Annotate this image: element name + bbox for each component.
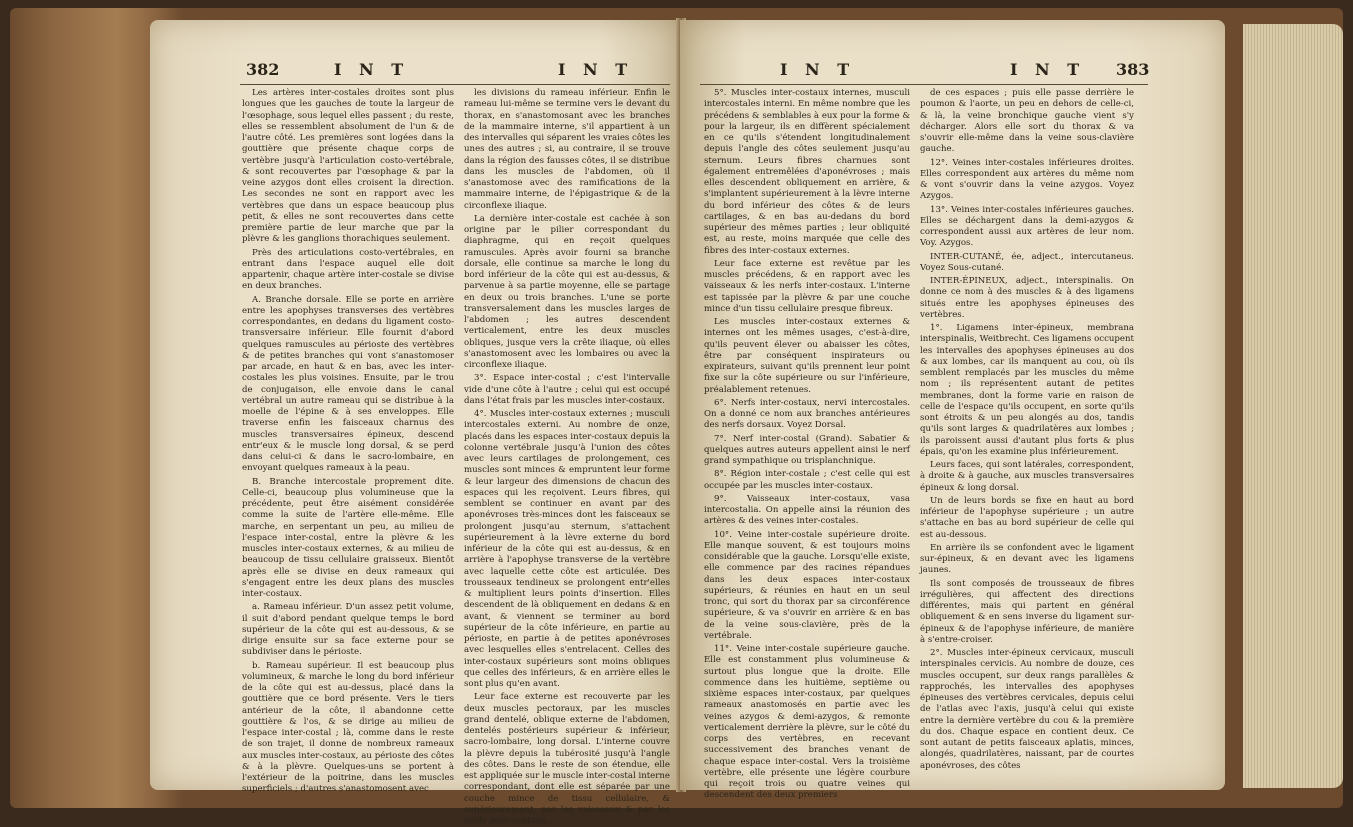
paragraph: 10°. Veine inter-costale supérieure droite. Elle manque souvent, & est toujours moins considérable que la gauche. Lorsqu'elle existe, elle commence par des racines répandues dans les deux espaces inter-costaux supérieurs, & réunies en haut en un seul tronc, qui sort du thorax par sa circonférence supérieure, & va s'ouvrir en arrière & en bas de la veine sous-clavière, près de la vertébrale. xyxy=(704,529,910,641)
header-rule xyxy=(700,84,1148,85)
paragraph: 4°. Muscles inter-costaux externes ; musculi intercostales externi. Au nombre de onze, placés dans les espaces inter-costaux depuis la colonne vertébrale jusqu'à l'union des côtes avec leurs cartilages de prolongement, ces muscles sont minces & empruntent leur forme & leur largeur des dimensions de chacun des espaces qui les reçoivent. Leurs fibres, qui semblent se continuer en avant par des aponévroses très-minces dont les faisceaux se prolongent jusqu'au sternum, s'attachent supérieurement à la lèvre externe du bord inférieur de la côte qui est au-dessus, & en arrière à l'apophyse transverse de la vertèbre avec laquelle cette côte est articulée. Des trousseaux tendineux se prolongent entr'elles & multiplient leurs points d'insertion. Elles descendent de là obliquement en dedans & en avant, & viennent se terminer au bord supérieur de la côte inférieure, en partie au périoste, en partie à de petites aponévroses avec lesquelles elles s'entrelacent. Celles des inter-costaux supérieurs sont moins obliques que celles des inférieurs, & en arrière elles le sont plus qu'en avant. xyxy=(464,409,670,689)
running-head: I N T xyxy=(1010,60,1086,79)
paragraph: a. Rameau inférieur. D'un assez petit volume, il suit d'abord pendant quelque temps le bord supérieur de la côte qui est au-dessous, & se dirige ensuite sur sa face externe pour se subdiviser dans le périoste. xyxy=(242,602,454,658)
paragraph: A. Branche dorsale. Elle se porte en arrière entre les apophyses transverses des vertèbres correspondantes, en dedans du ligament costo-transversaire inférieur. Elle fournit d'abord quelques ramuscules au périoste des vertèbres & de petites branches qui vont s'anastomoser par arcade, en haut & en bas, avec les inter-costales les plus voisines. Ensuite, par le trou de conjugaison, elle envoie dans le canal vertébral un autre rameau qui se distribue à la moelle de l'épine & à ses enveloppes. Elle traverse enfin les faisceaux charnus des muscles transversaires épineux, descend entr'eux & le muscle long dorsal, & se perd dans celui-ci & dans le sacro-lombaire, en envoyant quelques rameaux à la peau. xyxy=(242,294,454,474)
paragraph: 12°. Veines inter-costales inférieures droites. Elles correspondent aux artères du même nom & vont s'ouvrir dans la veine azygos. Voyez Azygos. xyxy=(920,157,1134,202)
paragraph: 3°. Espace inter-costal ; c'est l'intervalle vide d'une côte à l'autre ; celui qui est occupé dans l'état frais par les muscles inter-costaux. xyxy=(464,373,670,406)
paragraph: Un de leurs bords se fixe en haut au bord inférieur de l'apophyse supérieure ; un autre s'attache en bas au bord supérieur de celle qui est au-dessous. xyxy=(920,495,1134,540)
paragraph: 8°. Région inter-costale ; c'est celle qui est occupée par les muscles inter-costaux. xyxy=(704,469,910,491)
paragraph: 1°. Ligamens inter-épineux, membrana interspinalis, Weitbrecht. Ces ligamens occupent les intervalles des apophyses épineuses au dos & aux lombes, car ils manquent au cou, où ils semblent remplacés par les muscles du même nom ; ils représentent autant de petites membranes, dont la forme varie en raison de celle de l'espace qu'ils occupent, en sorte qu'ils sont étroits & un peu alongés au dos, tandis qu'ils sont larges & quadrilatères aux lombes ; ils paroissent aussi d'autant plus forts & plus épais, qu'on les examine plus inférieurement. xyxy=(920,323,1134,457)
paragraph: Ils sont composés de trousseaux de fibres irrégulières, qui affectent des directions différentes, mais qui partent en général obliquement & en sens inverse du ligament sur-épineux & de l'apophyse inférieure, de manière à s'entre-croiser. xyxy=(920,578,1134,645)
paragraph: INTER-CUTANÉ, ée, adject., intercutaneus. Voyez Sous-cutané. xyxy=(920,251,1134,273)
paragraph: INTER-ÉPINEUX, adject., interspinalis. On donne ce nom à des muscles & à des ligamens situés entre les apophyses épineuses des vertèbres. xyxy=(920,276,1134,320)
left-page xyxy=(150,20,680,826)
paragraph: Les artères inter-costales droites sont plus longues que les gauches de toute la largeur de l'œsophage, sous lequel elles passent ; du reste, elles se ressemblent absolument de l'un & de l'autre côté. Les premières sont logées dans la gouttière que présente chaque corps de vertèbre jusqu'à l'articulation costo-vertébrale, & sont recouvertes par l'œsophage & par la veine azygos dont elles croisent la direction. Les secondes ne sont en rapport avec les vertèbres que dans un espace beaucoup plus petit, & elles ne sont recouvertes dans cette première partie de leur marche que par la plèvre & les ganglions thorachiques seulement. xyxy=(242,88,454,245)
paragraph: b. Rameau supérieur. Il est beaucoup plus volumineux, & marche le long du bord inférieur de la côte qui est au-dessus, placé dans la gouttière que ce bord présente. Vers le tiers antérieur de la côte, il abandonne cette gouttière & l'os, & se dirige au milieu de l'espace inter-costal ; là, comme dans le reste de son trajet, il donne de nombreux rameaux aux muscles inter-costaux, au périoste des côtes & à la plèvre. Quelques-uns se portent à l'extérieur de la poitrine, dans les muscles superficiels ; d'autres s'anastomosent avec xyxy=(242,660,454,795)
paragraph: B. Branche intercostale proprement dite. Celle-ci, beaucoup plus volumineuse que la précédente, peut être aisément considérée comme la suite de l'artère elle-même. Elle marche, en serpentant un peu, au milieu de l'espace inter-costal, entre la plèvre & les muscles inter-costaux externes, & au milieu de beaucoup de tissu cellulaire graisseux. Bientôt après elle se divise en deux rameaux qui s'engagent entre les deux plans des muscles inter-costaux. xyxy=(242,476,454,599)
text-column-1 xyxy=(704,88,910,801)
text-column-1 xyxy=(242,88,454,795)
paragraph: 11°. Veine inter-costale supérieure gauche. Elle est constamment plus volumineuse & surtout plus longue que la droite. Elle commence dans les huitième, septième ou sixième espaces inter-costaux, par quelques rameaux anastomosés en partie avec les veines azygos & demi-azygos, & remonte verticalement derrière la plèvre, sur le côté du corps des vertèbres, en recevant successivement des branches venant de chaque espace inter-costal. Vers la troisième vertèbre, elle présente une légère courbure qui reçoit trois ou quatre veines qui descendent des deux premiers xyxy=(704,644,910,801)
paragraph: Leurs faces, qui sont latérales, correspondent, à droite & à gauche, aux muscles transversaires épineux & long dorsal. xyxy=(920,460,1134,493)
page-number: 383 xyxy=(1116,60,1150,79)
running-head: I N T xyxy=(558,60,634,79)
paragraph: 2°. Muscles inter-épineux cervicaux, musculi interspinales cervicis. Au nombre de douze, ces muscles occupent, sur deux rangs parallèles & rapprochés, les intervalles des apophyses épineuses des vertèbres cervicales, depuis celui de l'atlas avec l'axis, jusqu'à celui qui existe entre la dernière vertèbre du cou & la première du dos. Chaque espace en contient deux. Ce sont autant de petits faisceaux aplatis, minces, alongés, quadrilatères, naissant, par de courtes aponévroses, des côtes xyxy=(920,648,1134,771)
paragraph: En arrière ils se confondent avec le ligament sur-épineux, & en devant avec les ligamens jaunes. xyxy=(920,542,1134,576)
right-page xyxy=(680,20,1225,801)
paragraph: Près des articulations costo-vertébrales, en entrant dans l'espace auquel elle doit appartenir, chaque artère inter-costale se divise en deux branches. xyxy=(242,247,454,292)
text-column-2 xyxy=(920,88,1134,778)
running-head: I N T xyxy=(334,60,410,79)
paragraph: 7°. Nerf inter-costal (Grand). Sabatier & quelques autres auteurs appellent ainsi le nerf grand sympathique ou trisplanchnique. xyxy=(704,433,910,466)
text-column-2 xyxy=(464,88,670,826)
paragraph: Leur face externe est revêtue par les muscles précédens, & en rapport avec les vaisseaux & les nerfs inter-costaux. L'interne est tapissée par la plèvre & par une couche mince d'un tissu cellulaire presque fibreux. xyxy=(704,258,910,314)
paragraph: 13°. Veines inter-costales inférieures gauches. Elles se déchargent dans la demi-azygos & correspondent aussi aux artères de leur nom. Voy. Azygos. xyxy=(920,204,1134,249)
paragraph: de ces espaces ; puis elle passe derrière le poumon & l'aorte, un peu en dehors de celle-ci, & là, la veine bronchique gauche vient s'y décharger. Alors elle sort du thorax & va s'ouvrir elle-même dans la veine sous-clavière gauche. xyxy=(920,88,1134,155)
running-head: I N T xyxy=(780,60,856,79)
paragraph: 9°. Vaisseaux inter-costaux, vasa intercostalia. On appelle ainsi la réunion des artères & des veines inter-costales. xyxy=(704,493,910,527)
page-number: 382 xyxy=(246,60,280,79)
header-rule xyxy=(240,84,670,85)
paragraph: 5°. Muscles inter-costaux internes, musculi intercostales interni. En même nombre que les précédens & semblables à eux pour la forme & pour la largeur, ils en diffèrent spécialement en ce qu'ils s'étendent longitudinalement depuis l'angle des côtes seulement jusqu'au sternum. Leurs fibres charnues sont également entremêlées d'aponévroses ; mais elles descendent obliquement en arrière, & s'implantent supérieurement à la lèvre interne du bord inférieur des côtes & de leurs cartilages, & en bas au-dedans du bord supérieur des mêmes parties ; leur obliquité est, au reste, moins marquée que celle des fibres des inter-costaux externes. xyxy=(704,88,910,256)
paragraph: Les muscles inter-costaux externes & internes ont les mêmes usages, c'est-à-dire, qu'ils peuvent élever ou abaisser les côtes, être par conséquent inspirateurs ou expirateurs, suivant qu'ils prennent leur point fixe sur la côte supérieure ou sur l'inférieure, préalablement retenues. xyxy=(704,317,910,395)
paragraph: La dernière inter-costale est cachée à son origine par le pilier correspondant du diaphragme, qui en reçoit quelques ramuscules. Après avoir fourni sa branche dorsale, elle continue sa marche le long du bord inférieur de la côte qui est au-dessus, & parvenue à sa partie moyenne, elle se partage en deux ou trois branches. L'une se porte transversalement dans les muscles larges de l'abdomen ; les autres descendent verticalement, entre les deux muscles obliques, jusque vers la crête iliaque, où elles s'anastomosent avec les lombaires ou avec la circonflexe iliaque. xyxy=(464,213,670,370)
page-edges xyxy=(1243,24,1343,788)
paragraph: les divisions du rameau inférieur. Enfin le rameau lui-même se termine vers le devant du thorax, en s'anastomosant avec les branches de la mammaire interne, s'il appartient à un des intervalles qui séparent les vraies côtes les unes des autres ; si, au contraire, il se trouve dans la région des fausses côtes, il se distribue dans les muscles de l'abdomen, où il s'anastomose avec des ramifications de la mammaire interne, de l'épigastrique & de la circonflexe iliaque. xyxy=(464,88,670,211)
paragraph: 6°. Nerfs inter-costaux, nervi intercostales. On a donné ce nom aux branches antérieures des nerfs dorsaux. Voyez Dorsal. xyxy=(704,397,910,431)
paragraph: Leur face externe est recouverte par les deux muscles pectoraux, par les muscles grand dentelé, oblique externe de l'abdomen, dentelés postérieurs supérieur & inférieur, sacro-lombaire, long dorsal. L'interne couvre la plèvre depuis la tubérosité jusqu'à l'angle des côtes. Dans le reste de son étendue, elle est appliquée sur le muscle inter-costal interne correspondant, dont elle est séparée par une couche mince de tissu cellulaire, & supérieurement, par les vaisseaux & par les nerfs inter-costaux. xyxy=(464,692,670,826)
